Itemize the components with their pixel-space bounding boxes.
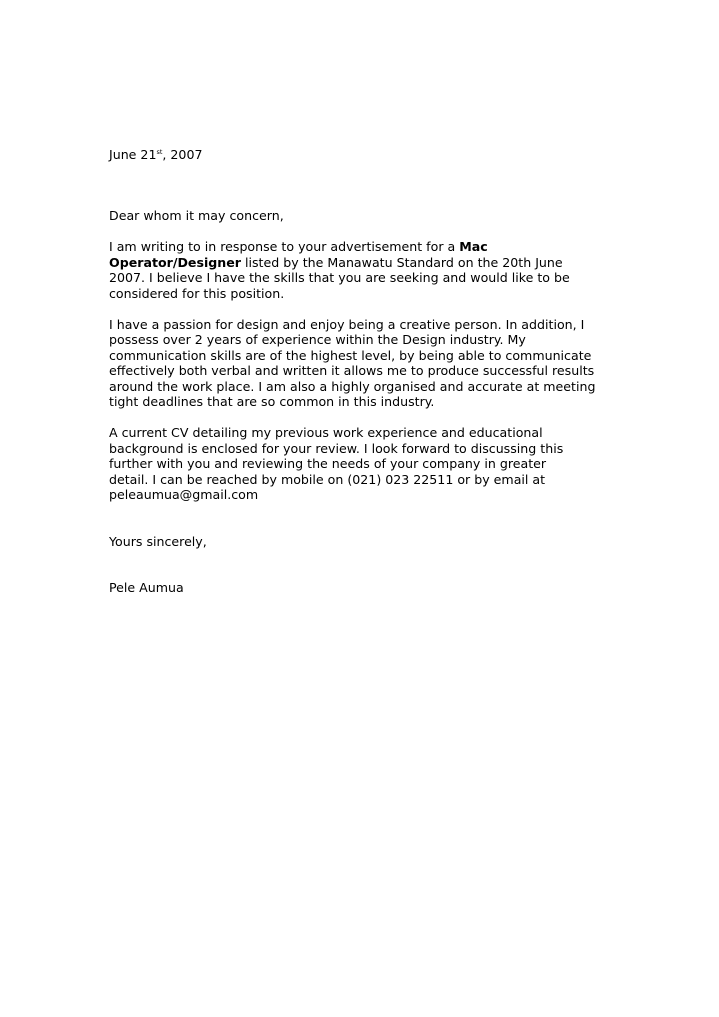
date-month-day: June 21 <box>109 147 157 162</box>
date-year: , 2007 <box>162 147 203 162</box>
date-ordinal-suffix: st <box>156 148 163 156</box>
paragraph-application-lead: I am writing to in response to your advertisement for a <box>109 239 460 254</box>
paragraph-application-rest: listed by the Manawatu Standard on the 20th June 2007. I believe I have the skills that you are seeking and would like to be considered for this position. <box>109 254 570 301</box>
paragraph-contact: A current CV detailing my previous work experience and educational background is enclosed for your review. I look forward to discussing this further with you and reviewing the needs of your company in greater detail. I can be reached by mobile on (021) 023 22511 or by email at peleaumua@gmail.com <box>109 425 564 502</box>
cover-letter <box>109 147 629 596</box>
position-title: Mac Operator/Designer <box>109 239 488 270</box>
paragraph-experience: I have a passion for design and enjoy being a creative person. In addition, I possess over 2 years of experience within the Design industry. My communication skills are of the highest level, by being able to communicate effectively both verbal and written it allows me to produce successful results around the work place. I am also a highly organised and accurate at meeting tight deadlines that are so common in this industry. <box>109 316 596 409</box>
paragraph-application <box>109 239 629 301</box>
closing: Yours sincerely, <box>109 533 207 549</box>
salutation: Dear whom it may concern, <box>109 208 284 223</box>
signature-name: Pele Aumua <box>109 580 184 595</box>
letter-date <box>109 147 629 163</box>
